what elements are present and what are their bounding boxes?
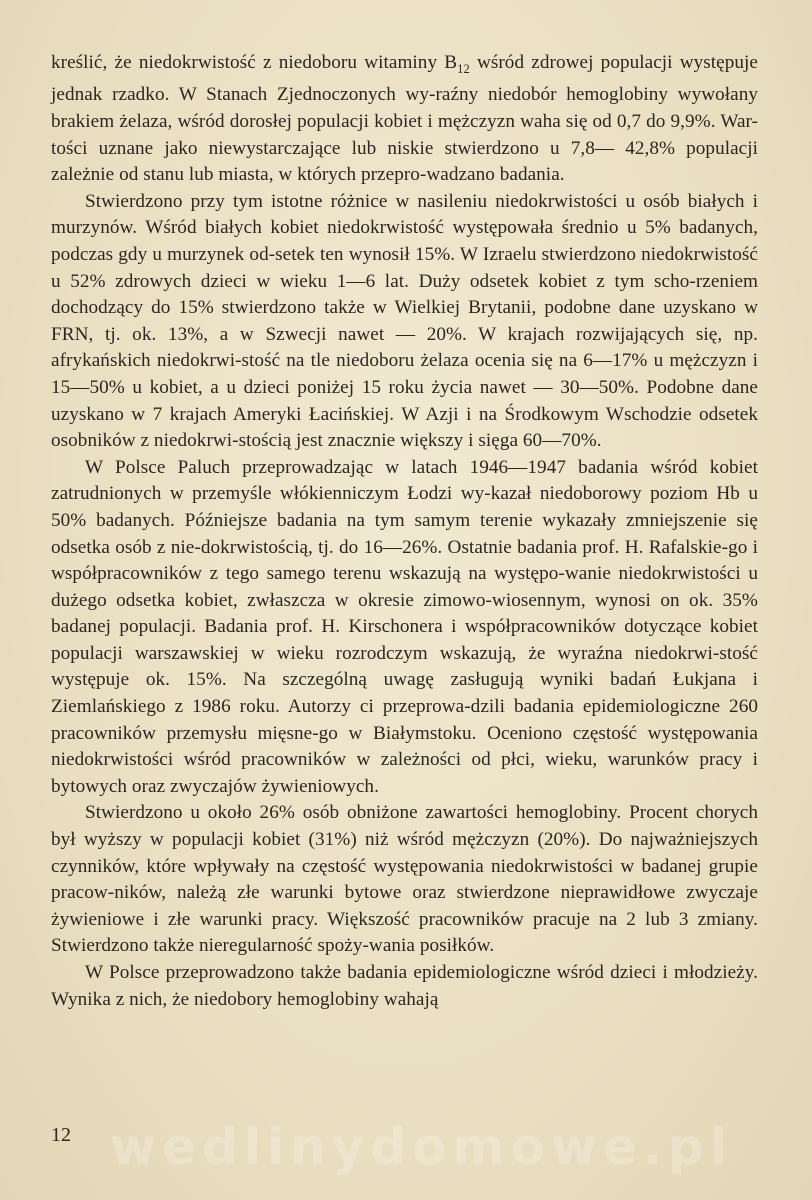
text-line: — 20%. W krajach rozwijających się, np. afrykańskich niedokrwi-: [51, 323, 758, 372]
text-segment: wśród zdrowej: [469, 52, 594, 73]
text-line: podobne dane uzyskano w FRN, tj. ok. 13%, a w Szwecji nawet: [51, 297, 758, 345]
text-line: raźny niedobór hemoglobiny wywołany brakiem żelaza, wśród: [51, 84, 758, 133]
text-segment: kreślić, że niedokrwistość z niedoboru witaminy B: [51, 52, 458, 73]
watermark: wedlinydomowe.pl: [110, 1118, 733, 1176]
text-line: Stwierdzono przy tym istotne różnice w nasileniu niedokrwistości: [85, 190, 618, 212]
text-line: Stwierdzono u około 26% osób obniżone zawartości hemoglobiny.: [85, 802, 622, 824]
text-line: go w Białymstoku. Oceniono częstość występowania niedokrwistości: [51, 722, 758, 771]
text-line: wśród kobiet zatrudnionych w przemyśle włókienniczym Łodzi wy-: [51, 456, 758, 505]
paragraph: [51, 455, 758, 801]
text-line: dorosłej populacji kobiet i mężczyzn waha się od 0,7 do 9,9%. War-: [229, 111, 759, 133]
text-line: 42,8% populacji zależnie od stanu lub miasta, w których przepro-: [51, 137, 758, 186]
page-number: 12: [51, 1124, 71, 1146]
text-line: Procent chorych był wyższy w populacji kobiet (31%) niż wśród: [51, 802, 758, 851]
text-line: W Polsce Paluch przeprowadzając w latach 1946—1947 badania: [85, 456, 639, 478]
text-line: W Polsce przeprowadzono także badania epidemiologiczne wśród: [85, 962, 604, 984]
paragraph: [51, 800, 758, 960]
text-line: występowała średnio u 5% badanych, podczas gdy u murzynek od-: [51, 217, 759, 265]
text-line: W Azji i na Środkowym Wschodzie odsetek osobników z niedokrwi-: [51, 403, 758, 452]
paragraph: [51, 189, 758, 455]
text-line: stość występuje ok. 15%. Na szczególną uwagę zasługują wyniki: [51, 642, 758, 691]
subscript: 12: [457, 61, 470, 76]
text-line: zimowo-wiosennym, wynosi on ok. 35% badanej populacji. Badania: [51, 589, 758, 638]
book-page: [51, 50, 758, 1150]
text-line: dokrwistością, tj. do 16—26%. Ostatnie badania prof. H. Rafalskie-: [200, 536, 729, 558]
text-line: rzeniem dochodzący do 15% stwierdzono także w Wielkiej Brytanii,: [51, 270, 758, 319]
text-line: stość na tle niedoboru żelaza ocenia się na 6—17% u mężczyzn: [241, 350, 747, 372]
paragraph: [51, 50, 758, 189]
text-line: pracuje na 2 lub 3 zmiany. Stwierdzono także nieregularność spoży-: [51, 908, 758, 957]
text-line: mężczyzn (20%). Do najważniejszych czynników, które wpływały na: [51, 829, 758, 877]
text-line: wśród pracowników w zależności od płci, wieku, warunków pracy: [183, 749, 743, 771]
page-body-text: [51, 50, 758, 1013]
text-line: i 15—50% u kobiet, a u dzieci poniżej 15 roku życia nawet —: [51, 350, 759, 398]
text-line: dzili badania epidemiologiczne 260 pracowników przemysłu mięsne-: [51, 696, 758, 744]
text-line: częstość występowania niedokrwistości w badanej grupie pracow-: [51, 855, 758, 904]
text-line: warszawskiej w wieku rozrodczym wskazują, że wyraźna niedokrwi-: [134, 642, 720, 664]
text-line: kazał niedoborowy poziom Hb u 50% badanych. Późniejsze badania: [51, 483, 758, 531]
text-line: badań Łukjana i Ziemlańskiego z 1986 roku. Autorzy ci przeprowa-: [51, 669, 758, 718]
text-line: 30—50%. Podobne dane uzyskano w 7 krajach Ameryki Łacińskiej.: [51, 376, 758, 425]
text-line: stością jest znacznie większy i sięga 60—70%.: [238, 430, 602, 452]
text-line: i bytowych oraz zwyczajów żywieniowych.: [51, 749, 758, 797]
text-line: wadzano badania.: [426, 164, 565, 186]
text-line: wania posiłków.: [368, 935, 495, 957]
text-line: [51, 52, 594, 76]
text-line: zdrowych dzieci w wieku 1—6 lat. Duży odsetek kobiet z tym scho-: [115, 270, 696, 292]
text-line: prof. H. Kirschonera i współpracowników dotyczące kobiet populacji: [51, 616, 758, 664]
text-line: tości uznane jako niewystarczające lub niskie stwierdzono u 7,8—: [51, 137, 615, 159]
text-line: zwyczaje żywieniowe i złe warunki pracy. Większość pracowników: [51, 882, 758, 930]
text-line: dzieci i młodzieży. Wynika z nich, że niedobory hemoglobiny wahają: [51, 962, 758, 1010]
paragraph: [51, 960, 758, 1013]
text-line: na tym samym terenie wykazały zmniejszenie się odsetka osób z nie-: [51, 509, 758, 558]
text-line: ników, należą złe warunki bytowe oraz stwierdzone nieprawidłowe: [114, 882, 676, 904]
text-line: u osób białych i murzynów. Wśród białych kobiet niedokrwistość: [51, 190, 758, 239]
text-line: go i współpracowników z tego samego terenu wskazują na występo-: [51, 536, 758, 585]
text-line: setek ten wynosił 15%. W Izraelu stwierdzono niedokrwistość u 52%: [51, 243, 758, 292]
text-line: wanie niedokrwistości u dużego odsetka kobiet, zwłaszcza w okresie: [51, 563, 758, 611]
text-line: populacji występuje jednak rzadko. W Stanach Zjednoczonych wy-: [51, 52, 758, 106]
